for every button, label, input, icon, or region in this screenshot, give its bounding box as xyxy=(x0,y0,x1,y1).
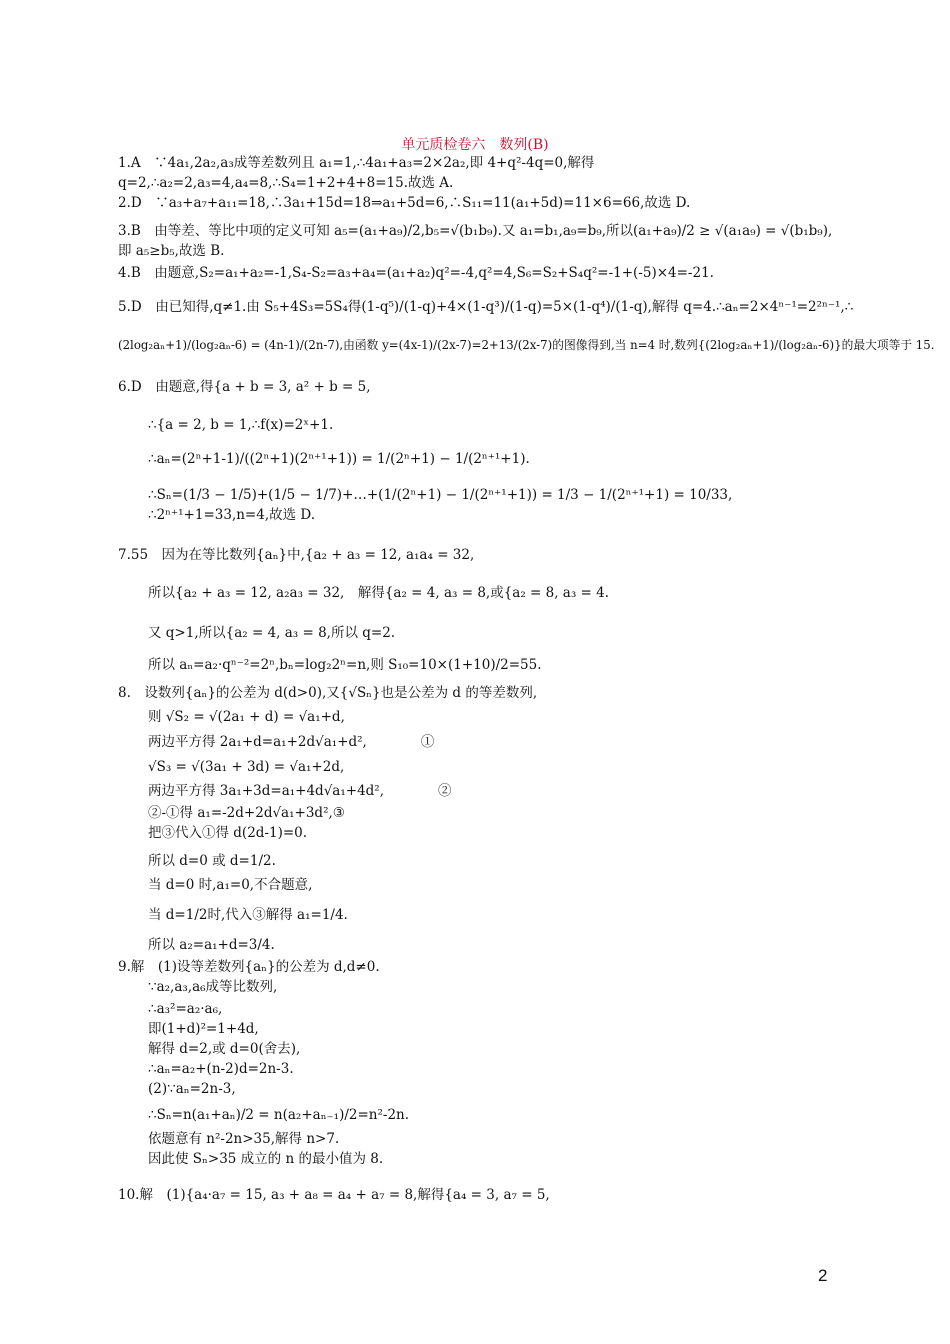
solution-6-line-1: 6.D 由题意,得{a + b = 3, a² + b = 5, xyxy=(118,379,371,395)
solution-9-line-4: 即(1+d)²=1+4d, xyxy=(148,1021,259,1037)
solution-6-line-2: ∴{a = 2, b = 1,∴f(x)=2ˣ+1. xyxy=(148,417,334,433)
solution-8-line-10: 当 d=1/2时,代入③解得 a₁=1/4. xyxy=(148,907,348,923)
solution-4-line: 4.B 由题意,S₂=a₁+a₂=-1,S₄-S₂=a₃+a₄=(a₁+a₂)q²=-4,q²=4,S₆=S₂+S₄q²=-1+(-5)×4=-21. xyxy=(118,265,714,281)
solution-9-line-8: ∴Sₙ=n(a₁+aₙ)/2 = n(a₂+aₙ₋₁)/2=n²-2n. xyxy=(148,1107,410,1123)
solution-8-line-3: 两边平方得 2a₁+d=a₁+2d√a₁+d², ① xyxy=(148,734,435,750)
solution-9-line-9: 依题意有 n²-2n>35,解得 n>7. xyxy=(148,1131,340,1147)
solution-6-line-4: ∴Sₙ=(1/3 − 1/5)+(1/5 − 1/7)+…+(1/(2ⁿ+1) − 1/(2ⁿ⁺¹+1)) = 1/3 − 1/(2ⁿ⁺¹+1) = 10/33, xyxy=(148,487,733,503)
solution-7-line-1: 7.55 因为在等比数列{aₙ}中,{a₂ + a₃ = 12, a₁a₄ = 32, xyxy=(118,547,475,563)
solution-9-line-2: ∵a₂,a₃,a₆成等比数列, xyxy=(148,979,278,995)
solution-10-line-1: 10.解 (1){a₄·a₇ = 15, a₃ + a₈ = a₄ + a₇ = 8,解得{a₄ = 3, a₇ = 5, xyxy=(118,1187,550,1203)
solution-9-line-5: 解得 d=2,或 d=0(舍去), xyxy=(148,1041,301,1057)
page-title: 单元质检卷六 数列(B) xyxy=(401,137,549,153)
solution-9-line-7: (2)∵aₙ=2n-3, xyxy=(148,1081,236,1097)
solution-8-line-9: 当 d=0 时,a₁=0,不合题意, xyxy=(148,877,313,893)
page-number: 2 xyxy=(818,1266,828,1285)
solution-8-line-11: 所以 a₂=a₁+d=3/4. xyxy=(148,937,275,953)
solution-8-line-5: 两边平方得 3a₁+3d=a₁+4d√a₁+4d², ② xyxy=(148,783,452,799)
solution-7-line-2: 所以{a₂ + a₃ = 12, a₂a₃ = 32, 解得{a₂ = 4, a₃ = 8,或{a₂ = 8, a₃ = 4. xyxy=(148,585,610,601)
solution-8-line-2: 则 √S₂ = √(2a₁ + d) = √a₁+d, xyxy=(148,709,345,725)
solution-7-line-4: 所以 aₙ=a₂·qⁿ⁻²=2ⁿ,bₙ=log₂2ⁿ=n,则 S₁₀=10×(1+10)/2=55. xyxy=(148,657,542,673)
solution-8-line-1: 8. 设数列{aₙ}的公差为 d(d>0),又{√Sₙ}也是公差为 d 的等差数列, xyxy=(118,685,538,701)
solution-8-line-8: 所以 d=0 或 d=1/2. xyxy=(148,853,276,869)
solution-3-line-2: 即 a₅≥b₅,故选 B. xyxy=(118,243,225,259)
solution-3-line-1: 3.B 由等差、等比中项的定义可知 a₅=(a₁+a₉)/2,b₅=√(b₁b₉).又 a₁=b₁,a₉=b₉,所以(a₁+a₉)/2 ≥ √(a₁a₉) = √(b₁b₉), xyxy=(118,223,833,239)
solution-1-line-1: 1.A ∵4a₁,2a₂,a₃成等差数列且 a₁=1,∴4a₁+a₃=2×2a₂,即 4+q²-4q=0,解得 xyxy=(118,155,595,171)
solution-6-line-5: ∴2ⁿ⁺¹+1=33,n=4,故选 D. xyxy=(148,507,316,523)
solution-1-line-2: q=2,∴a₂=2,a₃=4,a₄=8,∴S₄=1+2+4+8=15.故选 A. xyxy=(118,175,454,191)
solution-9-line-1: 9.解 (1)设等差数列{aₙ}的公差为 d,d≠0. xyxy=(118,959,380,975)
solution-9-line-6: ∴aₙ=a₂+(n-2)d=2n-3. xyxy=(148,1061,294,1077)
solution-8-line-6: ②-①得 a₁=-2d+2d√a₁+3d²,③ xyxy=(148,805,345,821)
solution-6-line-3: ∴aₙ=(2ⁿ+1-1)/((2ⁿ+1)(2ⁿ⁺¹+1)) = 1/(2ⁿ+1) − 1/(2ⁿ⁺¹+1). xyxy=(148,451,530,467)
solution-5-line-1: 5.D 由已知得,q≠1.由 S₅+4S₃=5S₄得(1-q⁵)/(1-q)+4×(1-q³)/(1-q)=5×(1-q⁴)/(1-q),解得 q=4.∴aₙ=2×4ⁿ⁻¹=2²ⁿ⁻¹,∴ xyxy=(118,299,854,315)
solution-9-line-3: ∴a₃²=a₂·a₆, xyxy=(148,1001,223,1017)
solution-8-line-4: √S₃ = √(3a₁ + 3d) = √a₁+2d, xyxy=(148,759,345,775)
solution-2-line: 2.D ∵a₃+a₇+a₁₁=18,∴3a₁+15d=18⇒a₁+5d=6,∴S₁₁=11(a₁+5d)=11×6=66,故选 D. xyxy=(118,195,691,211)
solution-9-line-10: 因此使 Sₙ>35 成立的 n 的最小值为 8. xyxy=(148,1151,384,1167)
solution-8-line-7: 把③代入①得 d(2d-1)=0. xyxy=(148,825,308,841)
solution-7-line-3: 又 q>1,所以{a₂ = 4, a₃ = 8,所以 q=2. xyxy=(148,625,396,641)
solution-5-line-2: (2log₂aₙ+1)/(log₂aₙ-6) = (4n-1)/(2n-7),由函数 y=(4x-1)/(2x-7)=2+13/(2x-7)的图像得到,当 n=4 时,数列{(2log₂aₙ+1)/(log₂aₙ-6)}的最大项等于 15. xyxy=(118,338,935,352)
